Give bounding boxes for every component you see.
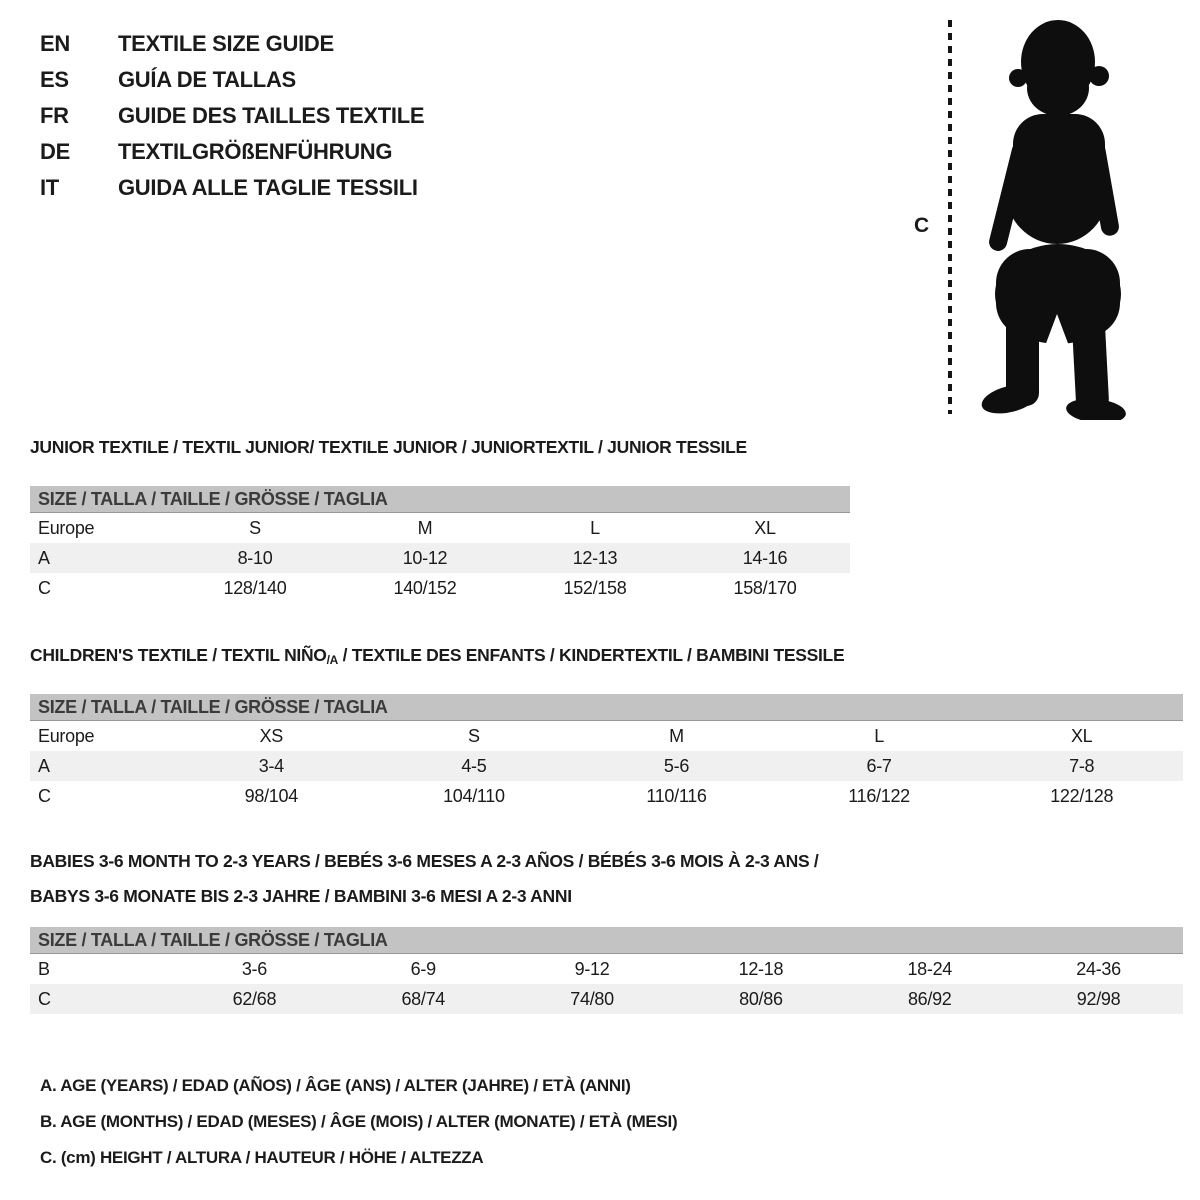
table-row-europe [30,513,850,543]
table-cell: 5-6 [663,755,690,776]
legend-row-it [40,170,424,206]
table-cell: 104/110 [443,785,505,806]
children-section-title [30,645,1183,667]
children-section [30,645,1183,811]
lang-code-it: IT [40,175,59,200]
legend-row-de [40,134,424,170]
table-cell: S [468,725,480,746]
table-row-a [30,751,1183,781]
table-cell: XS [259,725,283,746]
table-cell: 62/68 [232,988,277,1009]
table-cell: 110/116 [646,785,707,806]
lang-label-de: TEXTILGRÖßENFÜHRUNG [118,139,393,164]
note-age-years: A. AGE (YEARS) / EDAD (AÑOS) / ÂGE (ANS) / ALTER (JAHRE) / ETÀ (ANNI) [40,1076,631,1095]
table-cell: 116/122 [848,785,910,806]
lang-label-it: GUIDA ALLE TAGLIE TESSILI [118,175,418,200]
table-cell: 92/98 [1076,988,1121,1009]
toddler-silhouette [938,14,1148,420]
junior-size-table [30,513,850,603]
language-legend [40,26,424,206]
row-label: C [38,577,51,598]
note-age-months: B. AGE (MONTHS) / EDAD (MESES) / ÂGE (MOIS) / ALTER (MONATE) / ETÀ (MESI) [40,1112,678,1131]
table-cell: 122/128 [1050,785,1114,806]
height-measure-label: C [914,214,929,237]
children-title-text: CHILDREN'S TEXTILE / TEXTIL NIÑO [30,645,327,665]
babies-size-table [30,954,1183,1014]
lang-label-fr: GUIDE DES TAILLES TEXTILE [118,103,425,128]
table-cell: 4-5 [461,755,487,776]
row-label: B [38,958,50,979]
table-row-a [30,543,850,573]
table-cell: 12-18 [738,958,784,979]
table-cell: 152/158 [563,577,627,598]
row-label: A [38,547,50,568]
table-cell: 10-12 [402,547,448,568]
lang-code-fr: FR [40,103,69,128]
table-cell: XL [1070,725,1093,746]
table-cell: 18-24 [907,958,952,979]
footnotes [40,1068,677,1176]
table-cell: 24-36 [1076,958,1121,979]
table-cell: 14-16 [742,547,788,568]
table-cell: 140/152 [393,577,457,598]
lang-label-en: TEXTILE SIZE GUIDE [118,31,334,56]
children-title-sub: /A [326,653,339,667]
table-cell: 6-9 [410,958,436,979]
table-cell: XL [754,517,776,538]
size-header-bar: SIZE / TALLA / TAILLE / GRÖSSE / TAGLIA [30,927,1183,954]
note-height-cm: C. (cm) HEIGHT / ALTURA / HAUTEUR / HÖHE / ALTEZZA [40,1148,484,1167]
row-label: C [38,785,51,806]
table-cell: 158/170 [733,577,797,598]
figure-area [938,14,1148,420]
row-label: C [38,988,51,1009]
table-cell: M [417,517,433,538]
table-row-c [30,781,1183,811]
junior-section [30,437,850,603]
table-cell: 12-13 [572,547,618,568]
babies-title-line2: BABYS 3-6 MONATE BIS 2-3 JAHRE / BAMBINI 3-6 MESI A 2-3 ANNI [30,886,572,906]
table-row-b [30,954,1183,984]
table-cell: M [669,725,684,746]
table-cell: 3-4 [258,755,284,776]
lang-code-en: EN [40,31,70,56]
babies-section-title [30,845,1183,913]
lang-code-es: ES [40,67,69,92]
table-cell: 7-8 [1069,755,1095,776]
table-cell: 98/104 [244,785,298,806]
table-cell: S [249,517,261,538]
babies-section [30,845,1183,1014]
row-label: Europe [38,517,95,538]
junior-title-text: JUNIOR TEXTILE / TEXTIL JUNIOR/ TEXTILE JUNIOR / JUNIORTEXTIL / JUNIOR TESSILE [30,437,747,457]
legend-row-es [40,62,424,98]
table-cell: 86/92 [907,988,952,1009]
legend-row-en [40,26,424,62]
table-cell: 74/80 [570,988,614,1009]
lang-code-de: DE [40,139,70,164]
table-cell: 3-6 [241,958,267,979]
table-row-c [30,984,1183,1014]
table-row-europe [30,721,1183,751]
junior-section-title [30,437,850,459]
children-size-table [30,721,1183,811]
table-cell: L [590,517,600,538]
table-cell: 8-10 [237,547,273,568]
table-cell: 128/140 [223,577,287,598]
table-cell: 9-12 [574,958,610,979]
table-cell: 6-7 [866,755,892,776]
lang-label-es: GUÍA DE TALLAS [118,67,296,92]
row-label: A [38,755,50,776]
size-header-bar: SIZE / TALLA / TAILLE / GRÖSSE / TAGLIA [30,694,1183,721]
toddler-body [979,20,1127,420]
table-cell: 68/74 [401,988,446,1009]
table-cell: 80/86 [739,988,783,1009]
size-header-bar: SIZE / TALLA / TAILLE / GRÖSSE / TAGLIA [30,486,850,513]
table-row-c [30,573,850,603]
table-cell: L [874,725,884,746]
children-title-rest: / TEXTILE DES ENFANTS / KINDERTEXTIL / BAMBINI TESSILE [338,645,845,665]
legend-row-fr [40,98,424,134]
row-label: Europe [38,725,95,746]
babies-title-text: BABIES 3-6 MONTH TO 2-3 YEARS / BEBÉS 3-6 MESES A 2-3 AÑOS / BÉBÉS 3-6 MOIS À 2-3 ANS / [30,851,819,871]
